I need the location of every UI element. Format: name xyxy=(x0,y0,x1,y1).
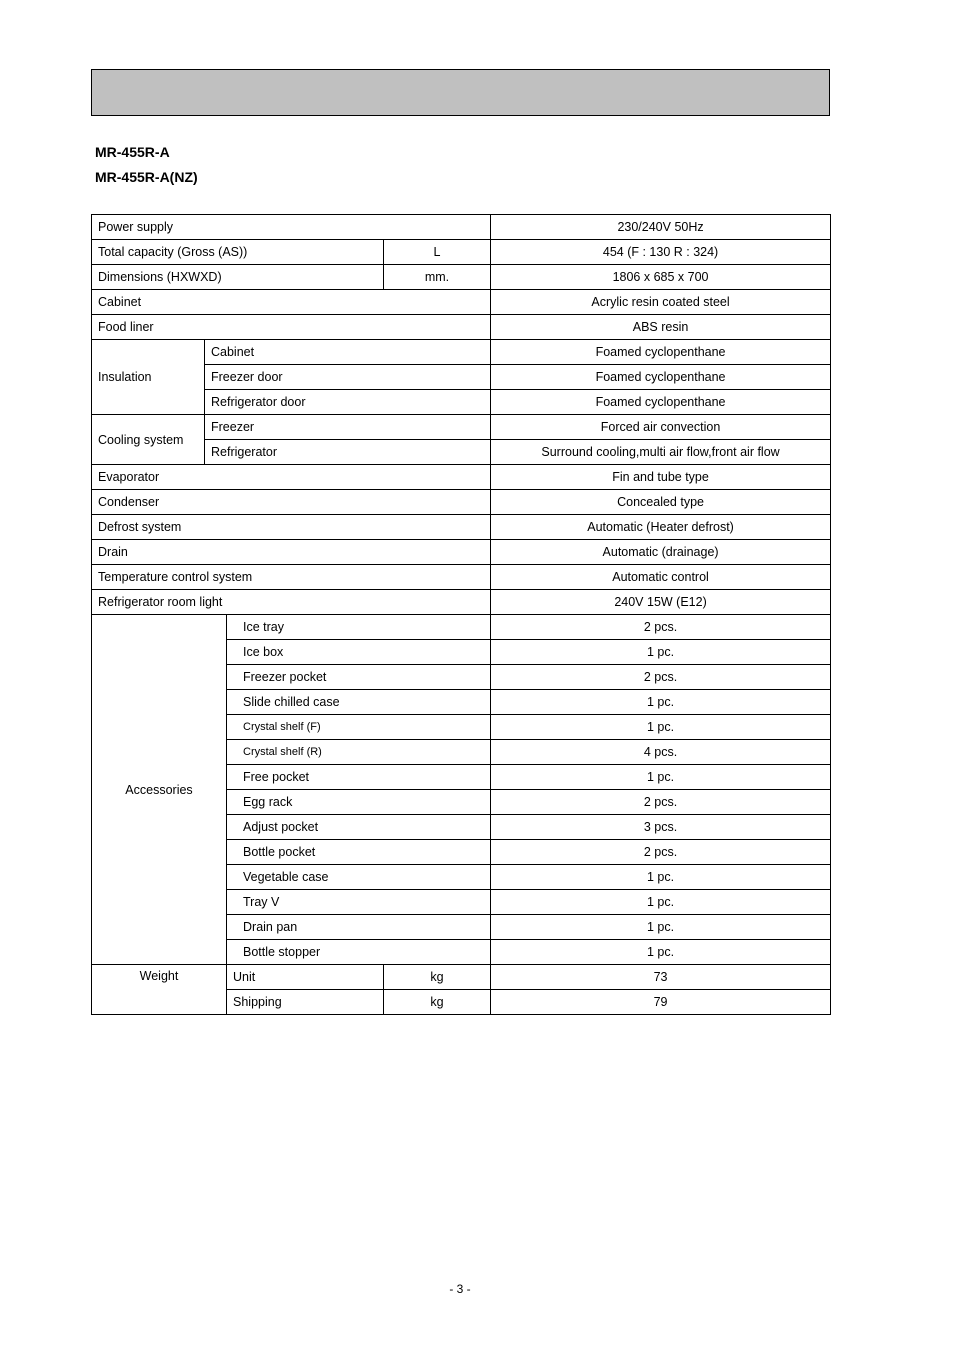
spec-value: Automatic (drainage) xyxy=(491,540,831,565)
table-row xyxy=(92,490,831,515)
accessory-name: Bottle stopper xyxy=(227,940,491,965)
accessory-quantity: 1 pc. xyxy=(491,865,831,890)
accessory-quantity: 3 pcs. xyxy=(491,815,831,840)
spec-value: Forced air convection xyxy=(491,415,831,440)
accessory-quantity: 2 pcs. xyxy=(491,790,831,815)
accessory-quantity: 1 pc. xyxy=(491,915,831,940)
weight-value: 79 xyxy=(491,990,831,1015)
spec-value: 1806 x 685 x 700 xyxy=(491,265,831,290)
accessory-name: Egg rack xyxy=(227,790,491,815)
spec-value: Automatic control xyxy=(491,565,831,590)
spec-label: Defrost system xyxy=(92,515,491,540)
accessory-quantity: 2 pcs. xyxy=(491,840,831,865)
table-row xyxy=(92,615,831,640)
spec-group-label: Accessories xyxy=(92,615,227,965)
weight-type: Unit xyxy=(227,965,384,990)
weight-unit: kg xyxy=(384,990,491,1015)
specifications-table xyxy=(91,214,831,1015)
spec-value: ABS resin xyxy=(491,315,831,340)
spec-label: Refrigerator room light xyxy=(92,590,491,615)
spec-value: Surround cooling,multi air flow,front air flow xyxy=(491,440,831,465)
weight-type: Shipping xyxy=(227,990,384,1015)
spec-group-label: Weight xyxy=(92,965,227,1015)
table-row xyxy=(92,240,831,265)
spec-label: Cabinet xyxy=(92,290,491,315)
spec-label: Dimensions (HXWXD) xyxy=(92,265,384,290)
table-row xyxy=(92,465,831,490)
spec-unit: mm. xyxy=(384,265,491,290)
table-row xyxy=(92,965,831,990)
table-row xyxy=(92,290,831,315)
accessory-name: Drain pan xyxy=(227,915,491,940)
spec-value: 240V 15W (E12) xyxy=(491,590,831,615)
accessory-name: Freezer pocket xyxy=(227,665,491,690)
accessory-name: Ice tray xyxy=(227,615,491,640)
spec-sublabel: Freezer door xyxy=(205,365,491,390)
accessory-name: Crystal shelf (R) xyxy=(227,740,491,765)
spec-value: Foamed cyclopenthane xyxy=(491,340,831,365)
accessory-name: Adjust pocket xyxy=(227,815,491,840)
spec-value: Concealed type xyxy=(491,490,831,515)
table-row xyxy=(92,415,831,440)
spec-label: Drain xyxy=(92,540,491,565)
spec-group-label: Insulation xyxy=(92,340,205,415)
accessory-name: Vegetable case xyxy=(227,865,491,890)
spec-sublabel: Refrigerator door xyxy=(205,390,491,415)
accessory-name: Free pocket xyxy=(227,765,491,790)
model-name: MR-455R-A(NZ) xyxy=(95,169,198,185)
spec-label: Evaporator xyxy=(92,465,491,490)
spec-label: Total capacity (Gross (AS)) xyxy=(92,240,384,265)
accessory-name: Bottle pocket xyxy=(227,840,491,865)
spec-sublabel: Freezer xyxy=(205,415,491,440)
spec-label: Food liner xyxy=(92,315,491,340)
accessory-quantity: 1 pc. xyxy=(491,890,831,915)
accessory-quantity: 1 pc. xyxy=(491,715,831,740)
accessory-name: Slide chilled case xyxy=(227,690,491,715)
accessory-quantity: 2 pcs. xyxy=(491,615,831,640)
weight-value: 73 xyxy=(491,965,831,990)
accessory-quantity: 2 pcs. xyxy=(491,665,831,690)
spec-sublabel: Refrigerator xyxy=(205,440,491,465)
spec-label: Condenser xyxy=(92,490,491,515)
spec-value: 230/240V 50Hz xyxy=(491,215,831,240)
table-row xyxy=(92,315,831,340)
spec-value: 454 (F : 130 R : 324) xyxy=(491,240,831,265)
accessory-quantity: 1 pc. xyxy=(491,690,831,715)
table-row xyxy=(92,565,831,590)
spec-value: Foamed cyclopenthane xyxy=(491,365,831,390)
table-row xyxy=(92,540,831,565)
spec-value: Automatic (Heater defrost) xyxy=(491,515,831,540)
page-number: - 3 - xyxy=(449,1282,471,1296)
accessory-quantity: 4 pcs. xyxy=(491,740,831,765)
model-name: MR-455R-A xyxy=(95,144,170,160)
spec-sublabel: Cabinet xyxy=(205,340,491,365)
spec-value: Fin and tube type xyxy=(491,465,831,490)
spec-label: Temperature control system xyxy=(92,565,491,590)
spec-unit: L xyxy=(384,240,491,265)
table-row xyxy=(92,515,831,540)
table-row xyxy=(92,215,831,240)
table-row xyxy=(92,590,831,615)
table-row xyxy=(92,340,831,365)
accessory-quantity: 1 pc. xyxy=(491,640,831,665)
accessory-quantity: 1 pc. xyxy=(491,940,831,965)
weight-unit: kg xyxy=(384,965,491,990)
section-header-bar xyxy=(91,69,830,116)
accessory-name: Ice box xyxy=(227,640,491,665)
spec-value: Foamed cyclopenthane xyxy=(491,390,831,415)
spec-group-label: Cooling system xyxy=(92,415,205,465)
accessory-name: Crystal shelf (F) xyxy=(227,715,491,740)
spec-label: Power supply xyxy=(92,215,491,240)
accessory-quantity: 1 pc. xyxy=(491,765,831,790)
accessory-name: Tray V xyxy=(227,890,491,915)
spec-value: Acrylic resin coated steel xyxy=(491,290,831,315)
table-row xyxy=(92,265,831,290)
